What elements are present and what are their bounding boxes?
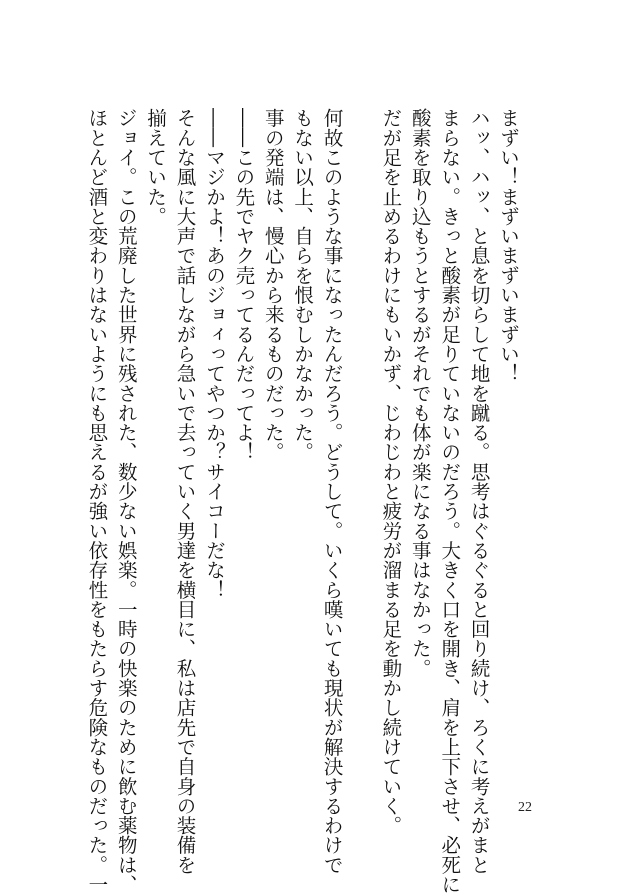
text-line: だが足を止めるわけにもいかず、じわじわと疲労が溜まる足を動かし続けていく。 bbox=[379, 108, 403, 836]
text-line: もない以上、自らを恨むしかなかった。 bbox=[291, 108, 315, 462]
paragraph-break bbox=[347, 108, 376, 798]
text-line: 酸素を取り込もうとするがそれでも体が楽になる事はなかった。 bbox=[408, 108, 432, 678]
text-line: ハッ、ハッ、と息を切らして地を蹴る。思考はぐるぐると回り続け、ろくに考えがまと bbox=[467, 108, 491, 875]
text-line: まずい！まずいまずいまずい！ bbox=[497, 108, 520, 384]
text-line: 何故このような事になったんだろう。どうして。いくら嘆いても現状が解決するわけで bbox=[320, 108, 344, 875]
text-line: ジョイ。この荒廃した世界に残された、数少ない娯楽。一時の快楽のために飲む薬物は、 bbox=[114, 108, 138, 894]
text-line: ――この先でヤク売ってるんだってよ！ bbox=[232, 108, 256, 462]
text-line: 事の発端は、慢心から来るものだった。 bbox=[261, 108, 285, 462]
text-line: そんな風に大声で話しながら急いで去っていく男達を横目に、私は店先で自身の装備を bbox=[173, 108, 197, 875]
text-line: ――マジかよ！あのジョィってやつか？サイコーだな！ bbox=[202, 108, 226, 600]
text-line: まらない。きっと酸素が足りていないのだろう。大きく口を開き、肩を上下させ、必死に bbox=[438, 108, 462, 894]
page-number: 22 bbox=[518, 800, 532, 815]
text-line: 揃えていた。 bbox=[144, 108, 168, 226]
text-line: ほとんど酒と変わりはないようにも思えるが強い依存性をもたらす危険なものだった。一 bbox=[85, 108, 109, 894]
vertical-text-block bbox=[82, 108, 523, 894]
